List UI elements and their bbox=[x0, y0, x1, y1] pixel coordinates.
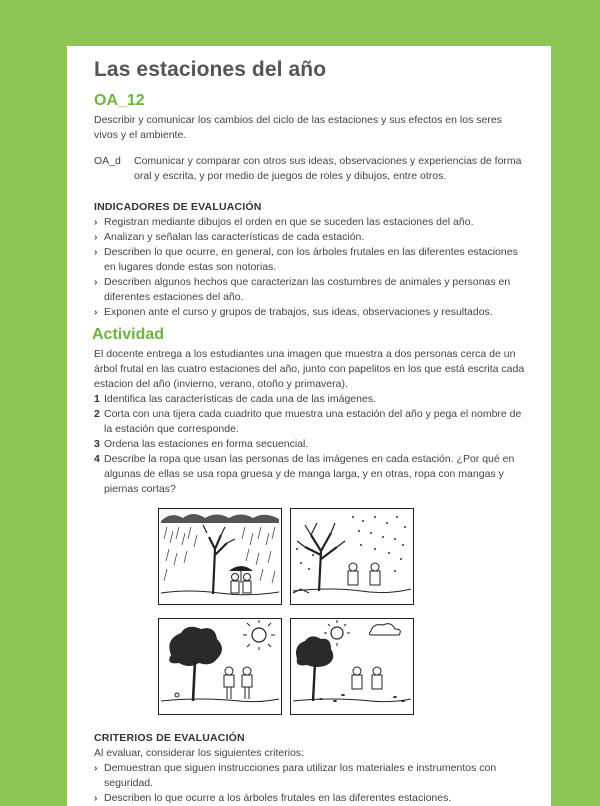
step-number: 1 bbox=[94, 393, 100, 405]
oa-d-block bbox=[94, 154, 526, 184]
content bbox=[94, 58, 526, 497]
criterios-list bbox=[94, 761, 526, 806]
list-item: › Registran mediante dibujos el orden en que se suceden las estaciones del año. bbox=[94, 216, 474, 228]
oa-text: Describir y comunicar los cambios del ciclo de las estaciones y sus efectos en los seres vivos y el ambiente. bbox=[94, 114, 502, 141]
spring-picture bbox=[290, 508, 414, 605]
criterios-section bbox=[94, 732, 526, 806]
indicadores-list bbox=[94, 215, 526, 320]
oa-d-text: Comunicar y comparar con otros sus ideas, observaciones y experiencias de forma oral y escrita, y por medio de juegos de roles y dibujos, entre otros. bbox=[134, 155, 522, 182]
criterios-intro: Al evaluar, considerar los siguientes criterios: bbox=[94, 747, 305, 759]
chevron-right-icon: › bbox=[94, 246, 98, 258]
list-item: › Describen algunos hechos que caracterizan las costumbres de animales y personas en diferentes estaciones del año. bbox=[94, 276, 511, 303]
actividad-heading: Actividad bbox=[92, 326, 165, 343]
chevron-right-icon: › bbox=[94, 762, 98, 774]
chevron-right-icon: › bbox=[94, 231, 98, 243]
worksheet-page bbox=[67, 46, 551, 806]
summer-picture bbox=[158, 618, 282, 715]
chevron-right-icon: › bbox=[94, 276, 98, 288]
winter-picture bbox=[158, 508, 282, 605]
oa-d-code: OA_d bbox=[94, 155, 121, 167]
step-number: 2 bbox=[94, 408, 100, 420]
step-number: 4 bbox=[94, 453, 100, 465]
actividad-intro: El docente entrega a los estudiantes una imagen que muestra a dos personas cerca de un árbol frutal en las cuatro estaciones del año, junto con papelitos en los que está escrita cada estacion del año (invierno, verano, otoño y primavera). bbox=[94, 348, 525, 390]
step-number: 3 bbox=[94, 438, 100, 450]
criterios-heading: CRITERIOS DE EVALUACIÓN bbox=[94, 732, 245, 744]
indicadores-heading: INDICADORES DE EVALUACIÓN bbox=[94, 201, 262, 213]
page-title: Las estaciones del año bbox=[94, 58, 327, 81]
list-item: › Describen lo que ocurre, en general, con los árboles frutales en las diferentes estaciones en lugares donde estas son notorias. bbox=[94, 246, 518, 273]
oa-code: OA_12 bbox=[94, 92, 145, 109]
chevron-right-icon: › bbox=[94, 792, 98, 804]
list-item: › Demuestran que siguen instrucciones para utilizar los materiales e instrumentos con seguridad. bbox=[94, 762, 497, 789]
list-item: › Analizan y señalan las características de cada estación. bbox=[94, 231, 365, 243]
steps-list bbox=[94, 392, 526, 497]
list-item: › Describen lo que ocurre a los árboles frutales en las diferentes estaciones. bbox=[94, 792, 452, 804]
step-item: 3 Ordena las estaciones en forma secuencial. bbox=[94, 438, 309, 450]
step-item: 2 Corta con una tijera cada cuadrito que muestra una estación del año y pega el nombre de la estación que corresponde. bbox=[94, 408, 522, 435]
seasons-illustrations bbox=[158, 508, 426, 718]
step-item: 1 Identifica las características de cada una de las imágenes. bbox=[94, 393, 376, 405]
autumn-picture bbox=[290, 618, 414, 715]
step-item: 4 Describe la ropa que usan las personas de las imágenes en cada estación. ¿Por qué en algunas de ellas se usa ropa gruesa y de manga larga, y en otras, ropa con mangas y piernas cortas? bbox=[94, 453, 515, 495]
list-item: › Exponen ante el curso y grupos de trabajos, sus ideas, observaciones y resultados. bbox=[94, 306, 493, 318]
chevron-right-icon: › bbox=[94, 216, 98, 228]
chevron-right-icon: › bbox=[94, 306, 98, 318]
